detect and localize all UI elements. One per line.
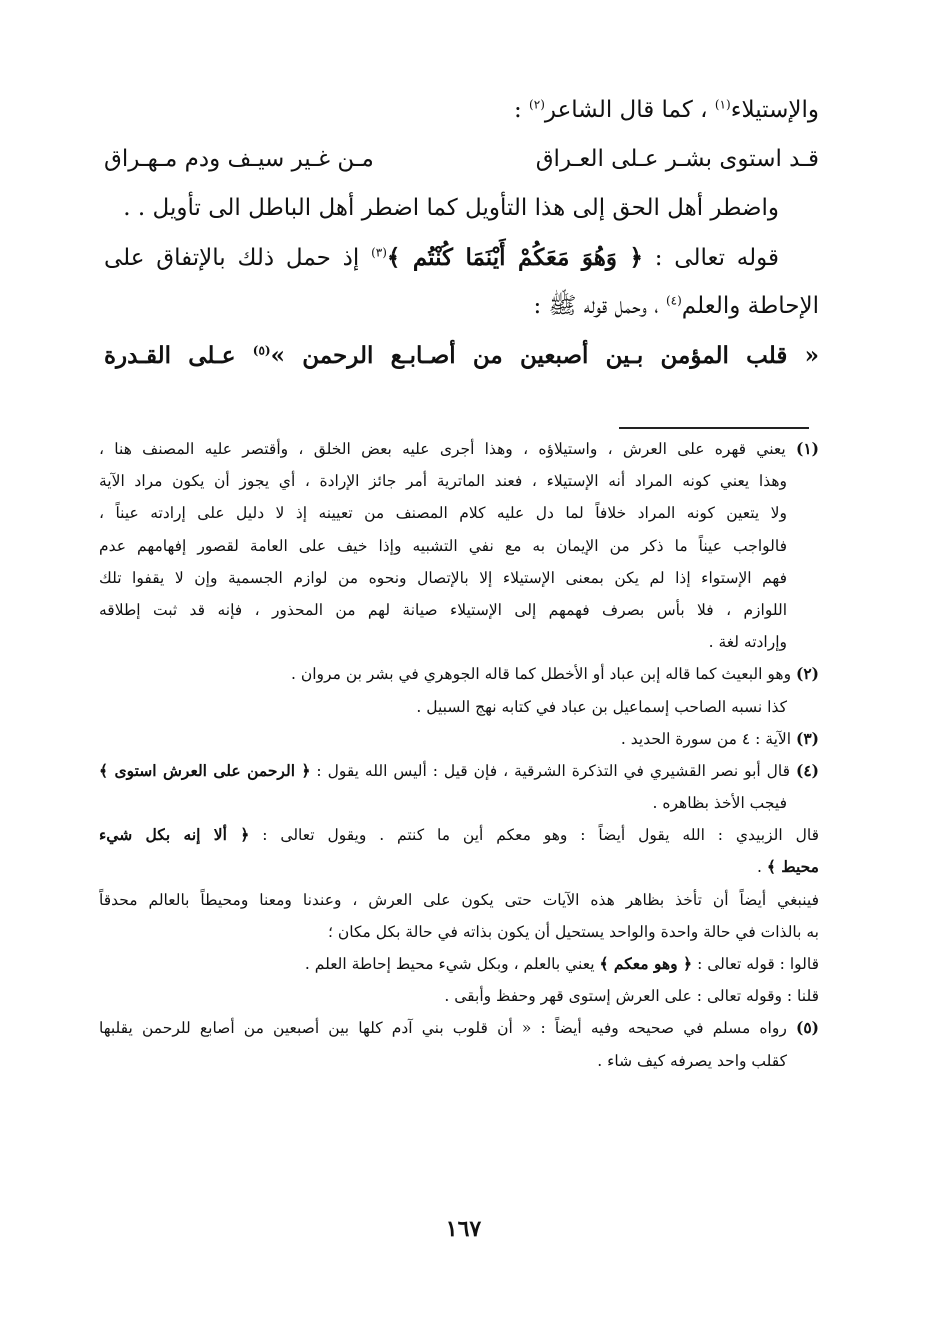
hadith-quote: « قلب المؤمن بـين أصبعين من أصـابـع الرحمن » <box>270 342 819 369</box>
footnote-4-line <box>99 851 819 883</box>
text-run: عـلى القـدرة <box>104 342 253 369</box>
footnote-5 <box>99 1012 819 1044</box>
main-line-4 <box>104 233 819 282</box>
footnote-4-line: فينبغي أيضاً أن تأخذ بظاهر هذه الآيات حتى يكون على العرش ، وعندنا ومعنا ومحيطاً بالعالم محدقاً <box>99 890 819 909</box>
main-line-1 <box>104 86 819 135</box>
text-run: والإستيلاء <box>730 97 819 123</box>
footnote-4-line <box>99 819 819 851</box>
footnote-number: (٣) <box>795 728 819 748</box>
footnote-1-line: وهذا يعني كونه المراد أنه الإستيلاء ، فعند الماترية أمر جائز الإرادة ، أي يجوز أن يكون مراد الآية <box>99 472 787 491</box>
quran-quote: ﴿ وهو معكم ﴾ <box>599 954 693 973</box>
footnote-1-line: فالواجب عيناً ما ذكر من الإيمان به مع نفي التشبيه وإذا خيف على العامة لقصور إفهامهم عدم <box>99 536 787 555</box>
footnote-1-line: فهم الإستواء إذا لم يكن بمعنى الإستيلاء إلا بالإتصال ونحوه من لوازم الجسمية وإن لا يقفوا تلك <box>99 568 787 587</box>
footnote-text: يعني قهره على العرش ، واستيلاؤه ، وهذا أجرى عليه بعض الخلق ، وأقتصر عليه المصنف هنا ، <box>99 440 796 458</box>
quran-quote: محيط ﴾ <box>766 857 819 877</box>
main-line-6 <box>104 331 819 380</box>
footnote-4-line: به بالذات في حالة واحدة والواحد يستحيل أن يكون بذاته في حالة بكل مكان ؛ <box>328 922 819 941</box>
footnote-3 <box>99 723 819 755</box>
poem-hemistich-first: قـد استوى بشـر عـلى العـراق <box>535 146 819 172</box>
footnote-text: رواه مسلم في صحيحه وفيه أيضاً : « أن قلوب بني آدم كلها بين أصبعين من أصابع للرحمن يقلبها <box>99 1019 796 1038</box>
footnote-4-line: فيجب الأخذ بظاهره . <box>652 794 787 813</box>
main-text <box>104 86 819 380</box>
footnote-text: يعني بالعلم ، وبكل شيء محيط إحاطة العلم . <box>304 955 600 973</box>
footnote-text: . <box>756 858 767 877</box>
text-run: : <box>513 97 530 123</box>
footnote-1-line: ولا يتعين كونه المراد خلافاً لما دل عليه كلام المصنف من تعيينه إذ لا دليل على إرادته عيناً ، <box>99 504 787 523</box>
footnote-ref-3: (٣) <box>371 245 387 260</box>
footnote-ref-2: (٢) <box>529 97 545 112</box>
page-number: ١٦٧ <box>445 1216 482 1242</box>
footnote-ref-1: (١) <box>714 97 731 112</box>
footnote-ref-5: (٥) <box>252 343 271 358</box>
text-run: إذ حمل ذلك بالإتفاق على <box>104 245 372 271</box>
quran-quote: ﴿ وَهُوَ مَعَكُمْ أَيْنَمَا كُنْتُم ﴾ <box>386 244 643 271</box>
poem-hemistich-second: مـن غـير سيـف ودم مـهـراق <box>104 146 374 172</box>
footnote-number: (٥) <box>795 1018 819 1038</box>
footnote-text: قال الزبيدي : الله يقول أيضاً : وهو معكم أين ما كنتم . ويقول تعالى : <box>249 826 819 845</box>
footnote-number: (١) <box>795 439 819 458</box>
main-line-5 <box>104 282 819 331</box>
footnote-4 <box>99 755 819 787</box>
footnote-2-line: كذا نسبه الصاحب إسماعيل بن عباد في كتابه نهج السبيل . <box>416 697 787 716</box>
footnotes <box>99 433 819 1077</box>
footnote-5-line: كقلب واحد يصرفه كيف شاء . <box>597 1051 787 1070</box>
footnote-4-line <box>99 948 819 980</box>
footnote-4-line: قلنا : وقوله تعالى : على العرش إستوى قهر وحفظ وأبقى . <box>444 987 819 1006</box>
footnote-number: (٤) <box>795 760 819 780</box>
main-line-3: واضطر أهل الحق إلى هذا التأويل كما اضطر أهل الباطل الى تأويل . . <box>123 195 779 221</box>
footnote-text: الآية : ٤ من سورة الحديد . <box>620 729 796 748</box>
footnote-1-line: اللوازم ، فلا بأس بصرف فهمهم إلى الإستيلاء صيانة لهم من المحذور ، فإنه قد ثبت إطلاقه <box>99 600 787 619</box>
footnote-text: قالوا : قوله تعالى : <box>692 955 819 973</box>
quran-quote: ﴿ الرحمن على العرش استوى ﴾ <box>99 760 311 780</box>
footnote-1 <box>99 433 819 465</box>
poem-verse <box>104 135 819 184</box>
footnote-text: قال أبو نصر القشيري في التذكرة الشرقية ، فإن قيل : أليس الله يقول : <box>310 761 796 780</box>
footnote-2 <box>99 658 819 690</box>
text-run: الإحاطة والعلم <box>681 293 819 319</box>
text-run: قوله تعالى : <box>642 245 779 271</box>
footnote-1-line: وإرادته لغة . <box>708 633 787 652</box>
quran-quote: ﴿ ألا إنه بكل شيء <box>99 825 250 845</box>
footnote-ref-4: (٤) <box>665 293 682 308</box>
text-run: ، وحمل قوله ﷺ : <box>533 293 666 319</box>
text-run: ، كما قال الشاعر <box>544 97 715 123</box>
footnote-number: (٢) <box>795 664 819 684</box>
footnote-separator <box>619 427 809 429</box>
footnote-text: وهو البعيث كما قاله إبن عباد أو الأخطل كما قاله الجوهري في بشر بن مروان . <box>291 665 796 684</box>
